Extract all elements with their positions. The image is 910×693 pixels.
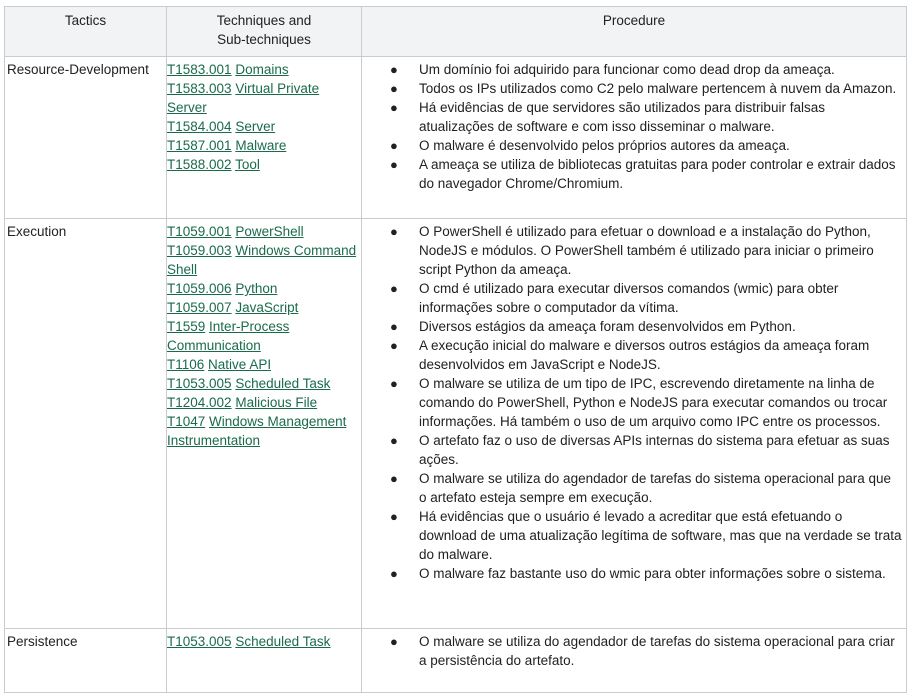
bullet-icon: ● [390, 62, 398, 77]
bullet-icon: ● [390, 157, 398, 172]
technique-name-link[interactable]: JavaScript [235, 300, 299, 315]
header-procedure: Procedure [362, 7, 907, 57]
header-techniques-line2: Sub-techniques [217, 32, 311, 47]
technique-name-link[interactable]: Malicious File [235, 395, 318, 410]
procedure-text: O cmd é utilizado para executar diversos comandos (wmic) para obter informações sobre o computador da vítima. [419, 281, 839, 315]
bullet-icon: ● [390, 100, 398, 115]
technique-name-link[interactable]: Virtual Private Server [167, 81, 320, 115]
technique-id-link[interactable]: T1583.001 [167, 62, 232, 77]
tactic-cell: Execution [5, 219, 167, 629]
procedure-item [390, 632, 902, 670]
technique-id-link[interactable]: T1059.007 [167, 300, 232, 315]
technique-entry [167, 241, 359, 279]
procedure-item [390, 60, 902, 79]
technique-name-link[interactable]: PowerShell [235, 224, 304, 239]
bullet-icon: ● [390, 376, 398, 391]
technique-name-link[interactable]: Tool [235, 157, 260, 172]
procedure-item [390, 136, 902, 155]
technique-entry [167, 79, 359, 117]
bullet-icon: ● [390, 471, 398, 486]
technique-entry [167, 355, 359, 374]
technique-id-link[interactable]: T1053.005 [167, 634, 232, 649]
technique-entry [167, 279, 359, 298]
bullet-icon: ● [390, 281, 398, 296]
bullet-icon: ● [390, 319, 398, 334]
technique-entry [167, 632, 359, 651]
technique-name-link[interactable]: Python [235, 281, 278, 296]
procedure-item [390, 222, 902, 279]
bullet-icon: ● [390, 509, 398, 524]
procedure-text: O PowerShell é utilizado para efetuar o download e a instalação do Python, NodeJS e módulos. O PowerShell também é utilizado para iniciar o primeiro script Python da ameaça. [419, 224, 874, 277]
procedure-item [390, 317, 902, 336]
technique-entry [167, 298, 359, 317]
technique-id-link[interactable]: T1204.002 [167, 395, 232, 410]
techniques-cell [167, 57, 362, 219]
technique-name-link[interactable]: Scheduled Task [235, 376, 331, 391]
procedure-item [390, 279, 902, 317]
technique-name-link[interactable]: Inter-Process Communication [167, 319, 290, 353]
tactic-cell: Resource-Development [5, 57, 167, 219]
procedure-item [390, 98, 902, 136]
table-row [5, 219, 907, 629]
procedure-item [390, 374, 902, 431]
technique-id-link[interactable]: T1059.001 [167, 224, 232, 239]
procedure-item [390, 155, 902, 193]
procedure-text: O malware se utiliza de um tipo de IPC, escrevendo diretamente na linha de comando do PowerShell, Python e NodeJS para executar comandos ou trocar informações. Há também o uso de um arquivo como IPC entre os processos. [419, 376, 888, 429]
procedure-text: Um domínio foi adquirido para funcionar como dead drop da ameaça. [419, 62, 835, 77]
procedure-text: O malware se utiliza do agendador de tarefas do sistema operacional para criar a persistência do artefato. [419, 634, 895, 668]
technique-entry [167, 393, 359, 412]
procedure-list [362, 632, 902, 670]
procedure-text: Há evidências de que servidores são utilizados para distribuir falsas atualizações de software e com isso disseminar o malware. [419, 100, 825, 134]
tactic-cell: Persistence [5, 629, 167, 693]
procedure-text: Todos os IPs utilizados como C2 pelo malware pertencem à nuvem da Amazon. [419, 81, 897, 96]
technique-id-link[interactable]: T1047 [167, 414, 206, 429]
bullet-icon: ● [390, 338, 398, 353]
technique-id-link[interactable]: T1053.005 [167, 376, 232, 391]
technique-id-link[interactable]: T1587.001 [167, 138, 232, 153]
technique-entry [167, 155, 359, 174]
technique-id-link[interactable]: T1106 [167, 357, 205, 372]
procedure-text: A execução inicial do malware e diversos outros estágios da ameaça foram desenvolvidos em JavaScript e NodeJS. [419, 338, 870, 372]
technique-name-link[interactable]: Native API [208, 357, 272, 372]
technique-name-link[interactable]: Server [235, 119, 276, 134]
table-row [5, 57, 907, 219]
bullet-icon: ● [390, 138, 398, 153]
technique-entry [167, 222, 359, 241]
procedure-list [362, 60, 902, 193]
procedure-item [390, 564, 902, 583]
bullet-icon: ● [390, 81, 398, 96]
technique-name-link[interactable]: Scheduled Task [235, 634, 331, 649]
procedure-item [390, 79, 902, 98]
procedure-text: O malware faz bastante uso do wmic para obter informações sobre o sistema. [419, 566, 886, 581]
procedure-list [362, 222, 902, 583]
technique-entry [167, 136, 359, 155]
techniques-cell [167, 629, 362, 693]
procedure-text: O malware se utiliza do agendador de tarefas do sistema operacional para que o artefato esteja sempre em execução. [419, 471, 892, 505]
technique-id-link[interactable]: T1559 [167, 319, 206, 334]
table-row [5, 629, 907, 693]
technique-id-link[interactable]: T1583.003 [167, 81, 232, 96]
header-techniques [167, 7, 362, 57]
procedure-item [390, 431, 902, 469]
technique-entry [167, 374, 359, 393]
bullet-icon: ● [390, 566, 398, 581]
technique-name-link[interactable]: Malware [235, 138, 287, 153]
bullet-icon: ● [390, 634, 398, 649]
technique-id-link[interactable]: T1059.003 [167, 243, 232, 258]
header-tactics: Tactics [5, 7, 167, 57]
header-techniques-line1: Techniques and [216, 13, 312, 28]
technique-name-link[interactable]: Windows Management Instrumentation [167, 414, 347, 448]
bullet-icon: ● [390, 224, 398, 239]
procedure-item [390, 469, 902, 507]
technique-id-link[interactable]: T1588.002 [167, 157, 232, 172]
procedure-item [390, 507, 902, 564]
procedure-item [390, 336, 902, 374]
technique-entry [167, 412, 359, 450]
procedure-cell [362, 629, 907, 693]
procedure-text: A ameaça se utiliza de bibliotecas gratuitas para poder controlar e extrair dados do navegador Chrome/Chromium. [419, 157, 896, 191]
technique-name-link[interactable]: Domains [235, 62, 289, 77]
technique-entry [167, 60, 359, 79]
tactics-techniques-table [4, 6, 907, 693]
bullet-icon: ● [390, 433, 398, 448]
technique-entry [167, 317, 359, 355]
techniques-cell [167, 219, 362, 629]
procedure-text: O malware é desenvolvido pelos próprios autores da ameaça. [419, 138, 790, 153]
header-row [5, 7, 907, 57]
technique-id-link[interactable]: T1059.006 [167, 281, 232, 296]
procedure-text: O artefato faz o uso de diversas APIs internas do sistema para efetuar as suas ações. [419, 433, 890, 467]
technique-id-link[interactable]: T1584.004 [167, 119, 232, 134]
procedure-text: Há evidências que o usuário é levado a acreditar que está efetuando o download de uma atualização legítima de software, mas que na verdade se trata do malware. [419, 509, 902, 562]
technique-entry [167, 117, 359, 136]
procedure-text: Diversos estágios da ameaça foram desenvolvidos em Python. [419, 319, 796, 334]
procedure-cell [362, 57, 907, 219]
technique-name-link[interactable]: Windows Command Shell [167, 243, 357, 277]
procedure-cell [362, 219, 907, 629]
